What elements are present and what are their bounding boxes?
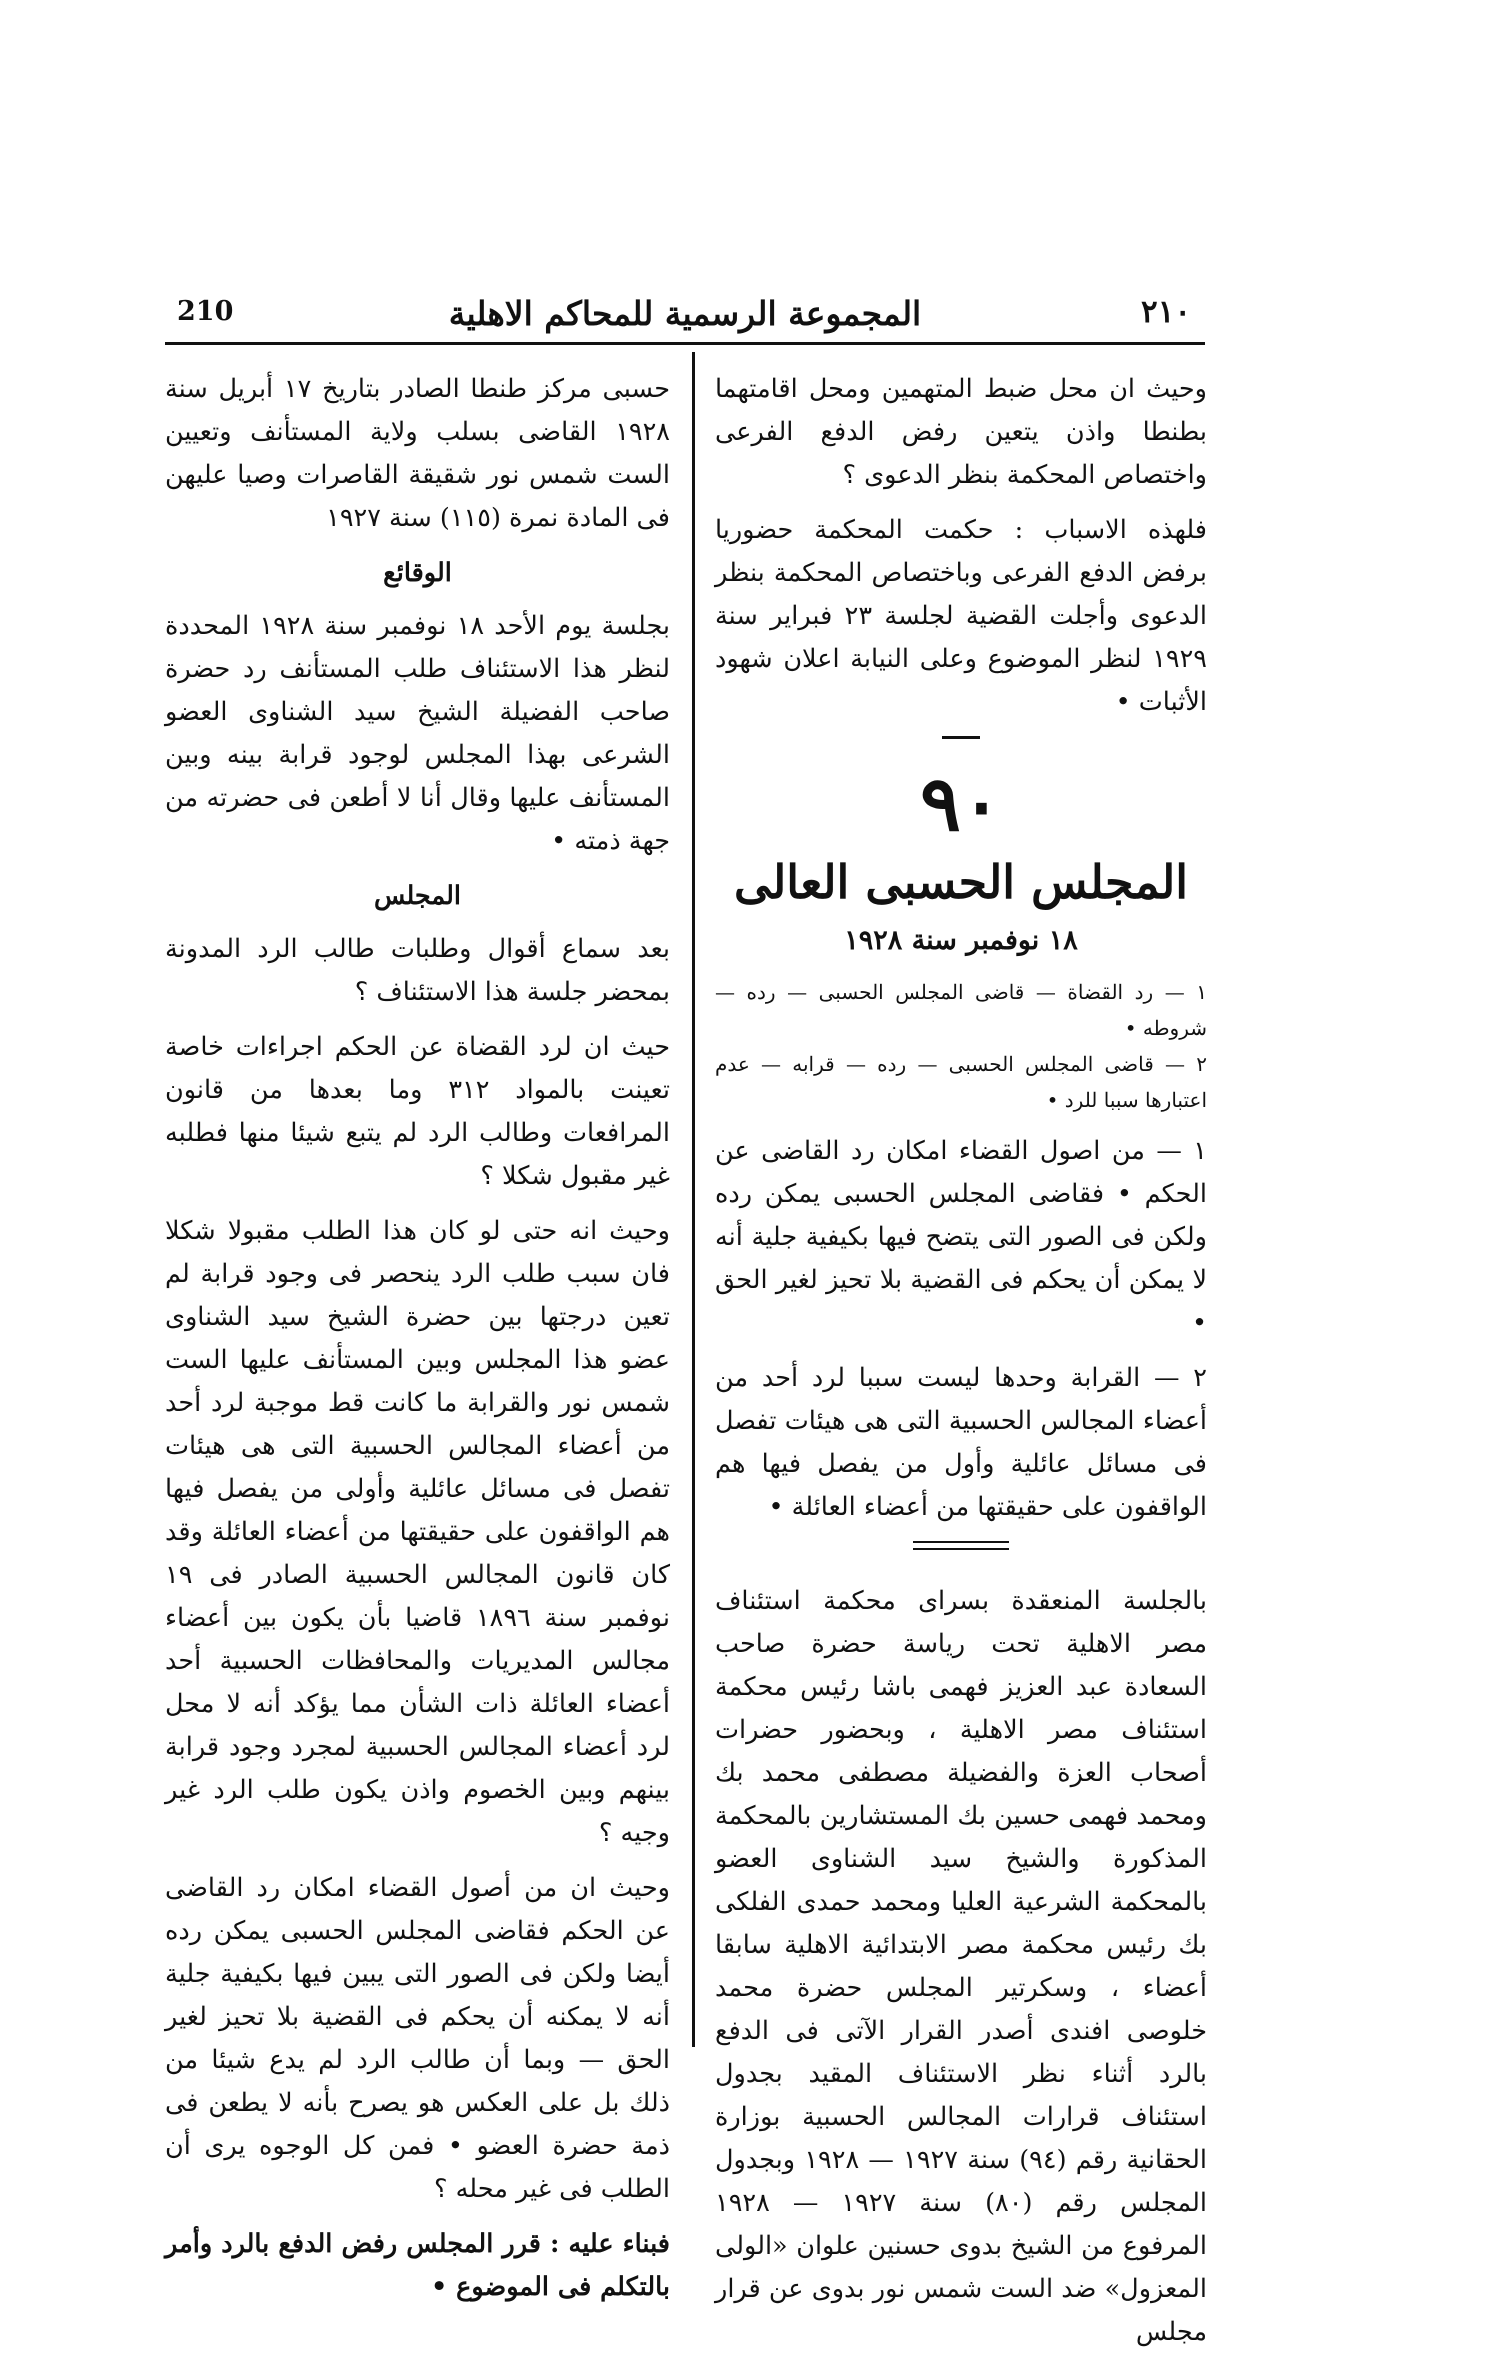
left-column	[165, 368, 670, 2321]
right-column	[715, 368, 1207, 2366]
case-number: ٩٠	[920, 759, 1002, 848]
council-paragraph: وحيث ان من أصول القضاء امكان رد القاضى عن الحكم فقاضى المجلس الحسبى يمكن رده أيضا ولكن فى الصور التى يبين فيها بكيفية جلية أنه لا يمكنه أن يحكم فى القضية بلا تحيز لغير الحق — وبما أن طالب الرد لم يدع شيئا من ذلك بل على العكس هو يصرح بأنه لا يطعن فى ذمة حضرة العضو • فمن كل الوجوه يرى أن الطلب فى غير محله ؟	[165, 1873, 670, 2204]
page-number-arabic: ٢١٠	[1141, 294, 1191, 330]
council-paragraph: حيث ان لرد القضاة عن الحكم اجراءات خاصة تعينت بالمواد ٣١٢ وما بعدها من قانون المرافعات وطالب الرد لم يتبع شيئا منها فطلبه غير مقبول شكلا ؟	[165, 1032, 670, 1191]
facts-heading: الوقائع	[383, 558, 452, 588]
continuation-paragraph: حسبى مركز طنطا الصادر بتاريخ ١٧ أبريل سنة ١٩٢٨ القاضى بسلب ولاية المستأنف وتعيين الست شمس نور شقيقة القاصرات وصيا عليهن فى المادة نمرة (١١٥) سنة ١٩٢٧	[165, 374, 670, 533]
page-number-latin: 210	[177, 296, 234, 327]
column-divider	[692, 352, 695, 2047]
council-paragraph: بعد سماع أقوال وطلبات طالب الرد المدونة بمحضر جلسة هذا الاستئناف ؟	[165, 934, 670, 1007]
double-rule	[913, 1541, 1009, 1550]
council-heading: المجلس	[373, 881, 461, 911]
keywords-block	[715, 974, 1207, 1118]
principle-paragraph: ٢ — القرابة وحدها ليست سببا لرد أحد من أعضاء المجالس الحسبية التى هى هيئات تفصل فى مسائل عائلية وأول من يفصل فيها هم الواقفون على حقيقتها من أعضاء العائلة •	[715, 1363, 1207, 1522]
keyword-line: ٢ — قاضى المجلس الحسبى — رده — قرابه — عدم اعتبارها سببا للرد •	[715, 1052, 1207, 1112]
intro-paragraph: وحيث ان محل ضبط المتهمين ومحل اقامتهما بطنطا واذن يتعين رفض الدفع الفرعى واختصاص المحكمة بنظر الدعوى ؟	[715, 374, 1207, 490]
section-rule	[942, 736, 980, 739]
keyword-line: ١ — رد القضاة — قاضى المجلس الحسبى — رده — شروطه •	[715, 980, 1207, 1040]
case-date: ١٨ نوفمبر سنة ١٩٢٨	[844, 925, 1078, 956]
running-title: المجموعة الرسمية للمحاكم الاهلية	[448, 294, 922, 333]
session-paragraph: بالجلسة المنعقدة بسراى محكمة استئناف مصر الاهلية تحت رياسة حضرة صاحب السعادة عبد العزيز فهمى باشا رئيس محكمة استئناف مصر الاهلية ، وبحضور حضرات أصحاب العزة والفضيلة مصطفى محمد بك ومحمد فهمى حسين بك المستشارين بالمحكمة المذكورة والشيخ سيد الشناوى العضو بالمحكمة الشرعية العليا ومحمد حمدى الفلكى بك رئيس محكمة مصر الابتدائية الاهلية سابقا أعضاء ، وسكرتير المجلس حضرة محمد خلوصى افندى أصدر القرار الآتى فى الدفع بالرد أثناء نظر الاستئناف المقيد بجدول استئناف قرارات المجالس الحسبية بوزارة الحقانية رقم (٩٤) سنة ١٩٢٧ — ١٩٢٨ وبجدول المجلس رقم (٨٠) سنة ١٩٢٧ — ١٩٢٨ المرفوع من الشيخ بدوى حسنين علوان «الولى المعزول» ضد الست شمس نور بدوى عن قرار مجلس	[715, 1586, 1207, 2347]
facts-paragraph: بجلسة يوم الأحد ١٨ نوفمبر سنة ١٩٢٨ المحددة لنظر هذا الاستئناف طلب المستأنف رد حضرة صاحب الفضيلة الشيخ سيد الشناوى العضو الشرعى بهذا المجلس لوجود قرابة بينه وبين المستأنف عليها وقال أنا لا أطعن فى حضرته من جهة ذمته •	[165, 611, 670, 856]
page-header	[165, 292, 1205, 345]
court-name: المجلس الحسبى العالى	[733, 855, 1189, 909]
reasons-paragraph: فلهذه الاسباب : حكمت المحكمة حضوريا برفض الدفع الفرعى وباختصاص المحكمة بنظر الدعوى وأجلت القضية لجلسة ٢٣ فبراير سنة ١٩٢٩ لنظر الموضوع وعلى النيابة اعلان شهود الأثبات •	[715, 515, 1207, 717]
principle-paragraph: ١ — من اصول القضاء امكان رد القاضى عن الحكم • فقاضى المجلس الحسبى يمكن رده ولكن فى الصور التى يتضح فيها بكيفية جلية أنه لا يمكن أن يحكم فى القضية بلا تحيز لغير الحق •	[715, 1136, 1207, 1338]
decision-paragraph: فبناء عليه : قرر المجلس رفض الدفع بالرد وأمر بالتكلم فى الموضوع •	[165, 2229, 670, 2302]
council-paragraph: وحيث انه حتى لو كان هذا الطلب مقبولا شكلا فان سبب طلب الرد ينحصر فى وجود قرابة لم تعين درجتها بين حضرة الشيخ سيد الشناوى عضو هذا المجلس وبين المستأنف عليها الست شمس نور والقرابة ما كانت قط موجبة لرد أحد من أعضاء المجالس الحسبية التى هى هيئات تفصل فى مسائل عائلية وأولى من يفصل فيها هم الواقفون على حقيقتها من أعضاء العائلة وقد كان قانون المجالس الحسبية الصادر فى ١٩ نوفمبر سنة ١٨٩٦ قاضيا بأن يكون بين أعضاء مجالس المديريات والمحافظات الحسبية أحد أعضاء العائلة ذات الشأن مما يؤكد أنه لا محل لرد أعضاء المجالس الحسبية لمجرد وجود قرابة بينهم وبين الخصوم واذن يكون طلب الرد غير وجيه ؟	[165, 1216, 670, 1848]
